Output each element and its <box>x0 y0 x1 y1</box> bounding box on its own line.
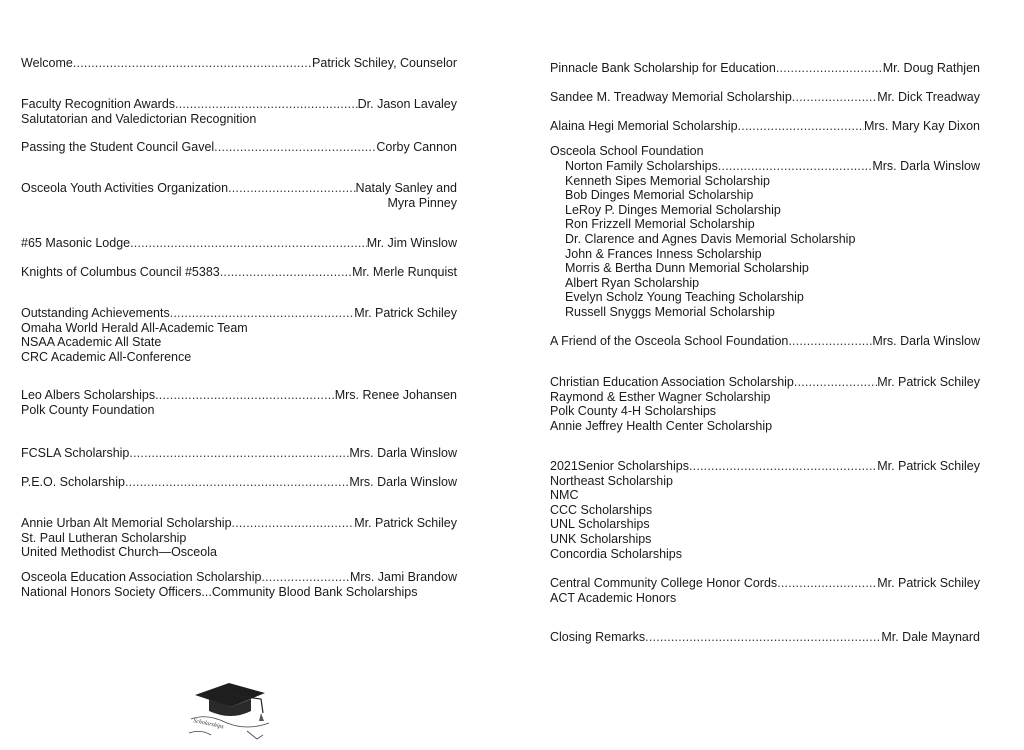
entry-presenter: Mrs. Mary Kay Dixon <box>864 119 980 133</box>
entry-subitem: Evelyn Scholz Young Teaching Scholarship <box>565 290 804 305</box>
entry-subitem: LeRoy P. Dinges Memorial Scholarship <box>565 202 781 217</box>
leader-dots <box>130 236 367 251</box>
entry-title: Outstanding Achievements <box>21 306 170 320</box>
entry-subitem: NSAA Academic All State <box>21 335 162 350</box>
leader-dots <box>738 119 864 134</box>
program-entry-line <box>21 97 457 112</box>
entry-subitem: Morris & Bertha Dunn Memorial Scholarship <box>565 261 809 276</box>
program-entry-line <box>550 630 980 645</box>
entry-subitem: CRC Academic All-Conference <box>21 349 192 364</box>
program-entry <box>21 388 457 417</box>
leader-dots <box>645 630 881 645</box>
program-entry-line <box>550 61 980 76</box>
entry-title: #65 Masonic Lodge <box>21 236 131 250</box>
entry-title: Annie Urban Alt Memorial Scholarship <box>21 516 232 530</box>
leader-dots <box>220 265 352 280</box>
entry-presenter: Mr. Patrick Schiley <box>354 306 457 320</box>
program-entry-line <box>21 516 457 531</box>
entry-subitem: Polk County Foundation <box>21 402 155 417</box>
graduation-cap-icon <box>187 679 279 743</box>
entry-title: Norton Family Scholarships <box>565 159 718 173</box>
program-entry <box>21 236 457 251</box>
leader-dots <box>788 334 872 349</box>
entry-title: FCSLA Scholarship <box>21 446 130 460</box>
program-entry-line <box>550 459 980 474</box>
leader-dots <box>125 475 349 490</box>
entry-title: Osceola Education Association Scholarship <box>21 570 262 584</box>
leader-dots <box>155 388 335 403</box>
entry-presenter: Mrs. Renee Johansen <box>334 388 457 402</box>
program-entry <box>21 446 457 461</box>
leader-dots <box>777 576 877 591</box>
entry-presenter: Mr. Jim Winslow <box>366 236 457 250</box>
entry-subitem: UNL Scholarships <box>550 517 650 532</box>
leader-dots <box>261 570 350 585</box>
entry-subitem: Annie Jeffrey Health Center Scholarship <box>550 418 773 433</box>
program-entry-line <box>21 236 457 251</box>
entry-subitem: Concordia Scholarships <box>550 546 683 561</box>
leader-dots <box>175 97 358 112</box>
program-entry-line <box>550 119 980 134</box>
entry-presenter: Dr. Jason Lavaley <box>357 97 457 111</box>
entry-subitem: Raymond & Esther Wagner Scholarship <box>550 389 771 404</box>
entry-title: Alaina Hegi Memorial Scholarship <box>550 119 738 133</box>
entry-presenter: Mrs. Darla Winslow <box>349 475 457 489</box>
program-entry-line <box>21 140 457 155</box>
program-entry-line <box>21 475 457 490</box>
entry-presenter: Mrs. Darla Winslow <box>349 446 457 460</box>
entry-subitem: John & Frances Inness Scholarship <box>565 246 762 261</box>
entry-title: P.E.O. Scholarship <box>21 475 125 489</box>
program-entry <box>21 181 457 210</box>
leader-dots <box>689 459 877 474</box>
program-entry <box>550 61 980 76</box>
entry-title: Osceola Youth Activities Organization <box>21 181 229 195</box>
entry-subitem: Ron Frizzell Memorial Scholarship <box>565 217 755 232</box>
program-entry-line <box>21 181 457 196</box>
entry-presenter: Corby Cannon <box>376 140 457 154</box>
program-entry-line <box>550 144 980 159</box>
entry-title: Pinnacle Bank Scholarship for Education <box>550 61 776 75</box>
entry-presenter: Mr. Dale Maynard <box>881 630 980 644</box>
entry-subitem: United Methodist Church—Osceola <box>21 545 217 560</box>
program-entry-line <box>21 446 457 461</box>
program-entry-line <box>21 56 457 71</box>
entry-presenter: Nataly Sanley and <box>355 181 457 195</box>
program-entry-line <box>550 576 980 591</box>
program-entry-line <box>21 306 457 321</box>
entry-title: Closing Remarks <box>550 630 646 644</box>
entry-presenter: Mr. Doug Rathjen <box>882 61 980 75</box>
entry-title: Sandee M. Treadway Memorial Scholarship <box>550 90 792 104</box>
entry-subitem: Albert Ryan Scholarship <box>565 275 700 290</box>
leader-dots <box>129 446 349 461</box>
program-entry <box>21 516 457 560</box>
entry-presenter: Mr. Merle Runquist <box>352 265 457 279</box>
entry-presenter-continued: Myra Pinney <box>387 195 457 210</box>
program-entry-line <box>550 159 980 174</box>
entry-subitem: Salutatorian and Valedictorian Recognition <box>21 111 257 126</box>
leader-dots <box>776 61 883 76</box>
entry-subitem: NMC <box>550 488 579 503</box>
entry-subitem: Omaha World Herald All-Academic Team <box>21 320 248 335</box>
entry-presenter: Mr. Patrick Schiley <box>877 459 980 473</box>
program-entry <box>21 570 457 599</box>
entry-subitem: Northeast Scholarship <box>550 473 673 488</box>
entry-title: Welcome <box>21 56 73 70</box>
leader-dots <box>792 90 877 105</box>
entry-presenter: Mrs. Jami Brandow <box>350 570 457 584</box>
program-entry <box>550 459 980 561</box>
program-entry-line <box>21 265 457 280</box>
entry-subitem: National Honors Society Officers...Community Blood Bank Scholarships <box>21 584 418 599</box>
program-entry-line <box>21 570 457 585</box>
program-entry <box>21 306 457 364</box>
leader-dots <box>73 56 312 71</box>
program-entry <box>550 334 980 349</box>
program-entry <box>550 90 980 105</box>
entry-subitem: UNK Scholarships <box>550 531 652 546</box>
entry-presenter: Patrick Schiley, Counselor <box>312 56 457 70</box>
program-entry-line <box>550 334 980 349</box>
program-entry <box>21 475 457 490</box>
program-entry <box>550 144 980 159</box>
program-entry-line <box>550 375 980 390</box>
entry-presenter: Mrs. Darla Winslow <box>872 159 980 173</box>
entry-subitem: Dr. Clarence and Agnes Davis Memorial Scholarship <box>565 231 856 246</box>
entry-subitem: St. Paul Lutheran Scholarship <box>21 530 187 545</box>
leader-dots <box>232 516 355 531</box>
program-entry <box>21 140 457 155</box>
program-entry-line <box>550 90 980 105</box>
entry-presenter: Mr. Patrick Schiley <box>354 516 457 530</box>
program-entry <box>21 97 457 126</box>
entry-subitem: Bob Dinges Memorial Scholarship <box>565 188 754 203</box>
program-entry <box>550 119 980 134</box>
leader-dots <box>214 140 376 155</box>
entry-presenter: Mrs. Darla Winslow <box>872 334 980 348</box>
cap-ribbon-text: Scholarships <box>192 718 225 731</box>
entry-title: Knights of Columbus Council #5383 <box>21 265 220 279</box>
entry-title: Passing the Student Council Gavel <box>21 140 215 154</box>
program-entry <box>550 159 980 320</box>
program-entry-line <box>21 388 457 403</box>
program-entry <box>550 576 980 605</box>
leader-dots <box>228 181 355 196</box>
entry-presenter: Mr. Dick Treadway <box>877 90 980 104</box>
entry-subitem: CCC Scholarships <box>550 502 653 517</box>
leader-dots <box>794 375 877 390</box>
entry-title: Leo Albers Scholarships <box>21 388 156 402</box>
entry-title: Central Community College Honor Cords <box>550 576 778 590</box>
leader-dots <box>170 306 354 321</box>
program-entry <box>550 630 980 645</box>
entry-title: A Friend of the Osceola School Foundation <box>550 334 789 348</box>
entry-title: Osceola School Foundation <box>550 144 704 158</box>
entry-subitem: Kenneth Sipes Memorial Scholarship <box>565 173 770 188</box>
entry-presenter: Mr. Patrick Schiley <box>877 576 980 590</box>
entry-presenter: Mr. Patrick Schiley <box>877 375 980 389</box>
program-entry <box>21 265 457 280</box>
entry-title: Christian Education Association Scholarship <box>550 375 794 389</box>
leader-dots <box>718 159 873 174</box>
entry-title: 2021Senior Scholarships <box>550 459 689 473</box>
entry-title: Faculty Recognition Awards <box>21 97 176 111</box>
entry-subitem: Polk County 4-H Scholarships <box>550 404 717 419</box>
program-entry <box>550 375 980 433</box>
entry-subitem: Russell Snyggs Memorial Scholarship <box>565 304 775 319</box>
entry-subitem: ACT Academic Honors <box>550 590 677 605</box>
program-entry <box>21 56 457 71</box>
